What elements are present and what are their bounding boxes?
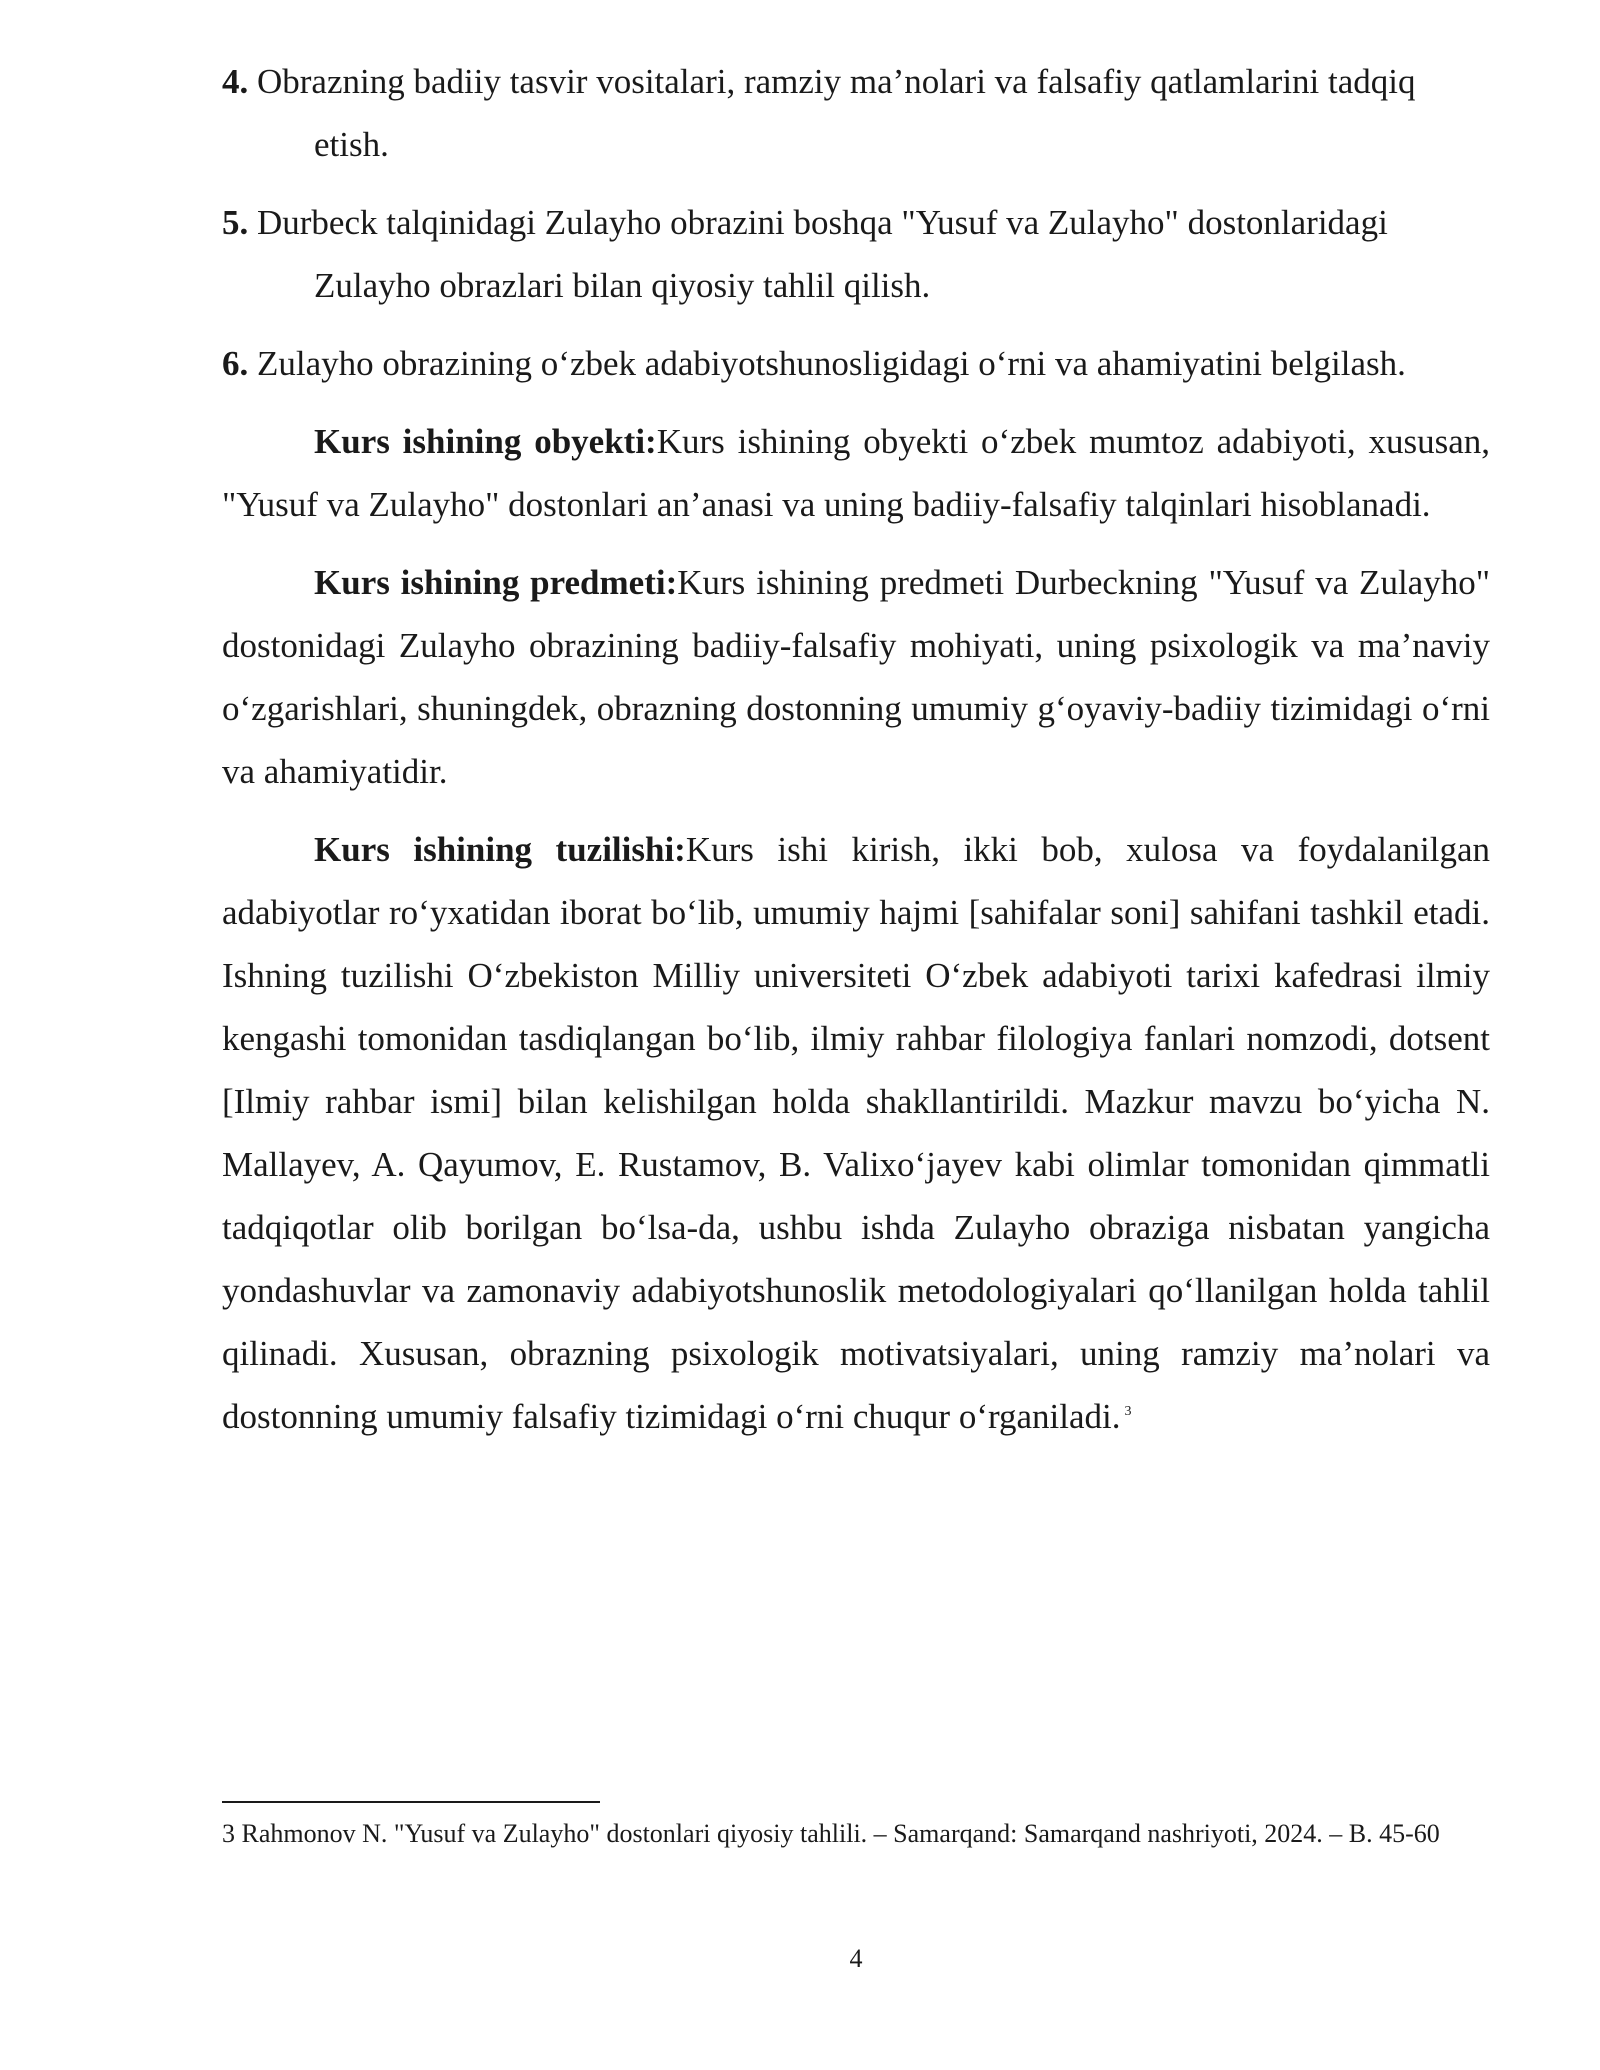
page-number: 4: [849, 1944, 863, 1973]
footnote-reference[interactable]: 3: [1124, 1404, 1132, 1420]
list-item-number: 4.: [222, 62, 249, 101]
list-item-text: Obrazning badiiy tasvir vositalari, ramziy ma’nolari va falsafiy qatlamlarini tadqiq etish.: [248, 62, 1416, 164]
paragraph-structure: [222, 818, 1490, 1448]
footnote-separator: [222, 1801, 600, 1803]
paragraph-object: [222, 410, 1490, 536]
list-item-number: 5.: [222, 203, 249, 242]
paragraph-lead: Kurs ishining obyekti:: [314, 422, 657, 461]
paragraph-text: Kurs ishi kirish, ikki bob, xulosa va foydalanilgan adabiyotlar ro‘yxatidan iborat bo‘lib, umumiy hajmi [sahifalar soni] sahifani tashkil etadi. Ishning tuzilishi O‘zbekiston Milliy universiteti O‘zbek adabiyoti tarixi kafedrasi ilmiy kengashi tomonidan tasdiqlangan bo‘lib, ilmiy rahbar filologiya fanlari nomzodi, dotsent [Ilmiy rahbar ismi] bilan kelishilgan holda shakllantirildi. Mazkur mavzu bo‘yicha N. Mallayev, A. Qayumov, E. Rustamov, B. Valixo‘jayev kabi olimlar tomonidan qimmatli tadqiqotlar olib borilgan bo‘lsa-da, ushbu ishda Zulayho obraziga nisbatan yangicha yondashuvlar va zamonaviy adabiyotshunoslik metodologiyalari qo‘llanilgan holda tahlil qilinadi. Xususan, obrazning psixologik motivatsiyalari, uning ramziy ma’nolari va dostonning umumiy falsafiy tizimidagi o‘rni chuqur o‘rganiladi.: [222, 830, 1491, 1436]
paragraph-lead: Kurs ishining predmeti:: [314, 563, 678, 602]
list-item-text: Zulayho obrazining o‘zbek adabiyotshunosligidagi o‘rni va ahamiyatini belgilash.: [248, 344, 1406, 383]
paragraph-text: Kurs ishining obyekti o‘zbek mumtoz adabiyoti, xususan, "Yusuf va Zulayho" dostonlari an’anasi va uning badiiy-falsafiy talqinlari hisoblanadi.: [222, 422, 1490, 524]
paragraph-subject: [222, 551, 1490, 803]
list-item: [222, 332, 1490, 395]
list-item-text: Durbeck talqinidagi Zulayho obrazini boshqa "Yusuf va Zulayho" dostonlaridagi Zulayho obrazlari bilan qiyosiy tahlil qilish.: [248, 203, 1388, 305]
paragraph-text: Kurs ishining predmeti Durbeckning "Yusuf va Zulayho" dostonidagi Zulayho obrazining badiiy-falsafiy mohiyati, uning psixologik va ma’naviy o‘zgarishlari, shuningdek, obrazning dostonning umumiy g‘oyaviy-badiiy tizimidagi o‘rni va ahamiyatidir.: [222, 563, 1490, 791]
list-item-number: 6.: [222, 344, 249, 383]
page-body: [222, 50, 1490, 1448]
list-item: [222, 50, 1490, 176]
paragraph-lead: Kurs ishining tuzilishi:: [314, 830, 686, 869]
list-item: [222, 191, 1490, 317]
footnote: 3 Rahmonov N. "Yusuf va Zulayho" dostonlari qiyosiy tahlili. – Samarqand: Samarqand nashriyoti, 2024. – B. 45-60: [222, 1819, 1440, 1848]
